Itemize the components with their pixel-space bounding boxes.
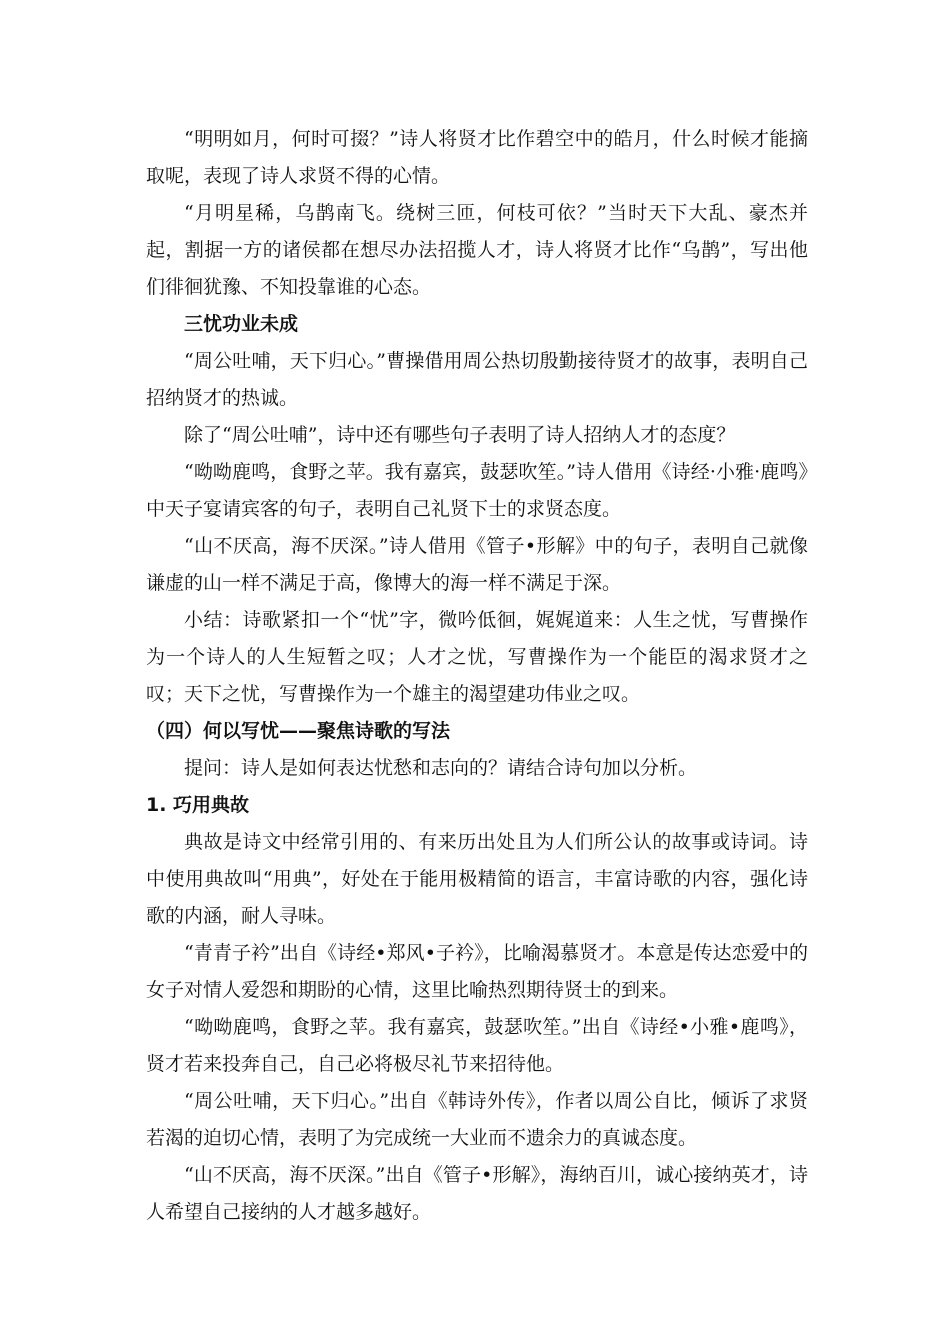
paragraph-summary: 小结：诗歌紧扣一个“忧”字，微吟低徊，娓娓道来：人生之忧，写曹操作为一个诗人的人生短暂之叹；人才之忧，写曹操作为一个能臣的渴求贤才之叹；天下之忧，写曹操作为一个雄主的渴望建功伟业之叹。 [146, 609, 808, 705]
section-heading-writing-method: （四）何以写忧——聚焦诗歌的写法 [146, 720, 451, 742]
paragraph-deer-cry: “呦呦鹿鸣，食野之苹。我有嘉宾，鼓瑟吹笙。”诗人借用《诗经·小雅·鹿鸣》中天子宴请宾客的句子，表明自己礼贤下士的求贤态度。 [146, 461, 808, 520]
paragraph-allusion-definition: 典故是诗文中经常引用的、有来历出处且为人们所公认的故事或诗词。诗中使用典故叫“用典”，好处在于能用极精简的语言，丰富诗歌的内容，强化诗歌的内涵，耐人寻味。 [146, 831, 808, 927]
subheading-third-worry: 三忧功业未成 [184, 313, 299, 335]
paragraph-zhougong: “周公吐哺，天下归心。”曹操借用周公热切殷勤接待贤才的故事，表明自己招纳贤才的热诚。 [146, 350, 808, 409]
paragraph-allusion-zijin: “青青子衿”出自《诗经•郑风•子衿》，比喻渴慕贤才。本意是传达恋爱中的女子对情人爱怨和期盼的心情，这里比喻热烈期待贤士的到来。 [146, 942, 808, 1001]
paragraph-allusion-luming: “呦呦鹿鸣，食野之苹。我有嘉宾，鼓瑟吹笙。”出自《诗经•小雅•鹿鸣》，贤才若来投奔自己，自己必将极尽礼节来招待他。 [146, 1016, 808, 1075]
paragraph-moon-metaphor: “明明如月，何时可掇？”诗人将贤才比作碧空中的皓月，什么时候才能摘取呢，表现了诗人求贤不得的心情。 [146, 128, 808, 187]
paragraph-question-expression: 提问：诗人是如何表达忧愁和志向的？请结合诗句加以分析。 [184, 757, 698, 779]
subheading-allusion: 1. 巧用典故 [146, 794, 250, 816]
paragraph-allusion-hanshi: “周公吐哺，天下归心。”出自《韩诗外传》，作者以周公自比，倾诉了求贤若渴的迫切心情，表明了为完成统一大业而不遗余力的真诚态度。 [146, 1090, 808, 1149]
document-body [146, 121, 808, 1231]
paragraph-allusion-guanzi: “山不厌高，海不厌深。”出自《管子•形解》，海纳百川，诚心接纳英才，诗人希望自己接纳的人才越多越好。 [146, 1164, 808, 1223]
paragraph-mountain-sea: “山不厌高，海不厌深。”诗人借用《管子•形解》中的句子，表明自己就像谦虚的山一样不满足于高，像博大的海一样不满足于深。 [146, 535, 808, 594]
paragraph-question-attitude: 除了“周公吐哺”，诗中还有哪些句子表明了诗人招纳人才的态度？ [184, 424, 736, 446]
paragraph-crow-metaphor: “月明星稀，乌鹊南飞。绕树三匝，何枝可依？”当时天下大乱、豪杰并起，割据一方的诸侯都在想尽办法招揽人才，诗人将贤才比作“乌鹊”，写出他们徘徊犹豫、不知投靠谁的心态。 [146, 202, 808, 298]
